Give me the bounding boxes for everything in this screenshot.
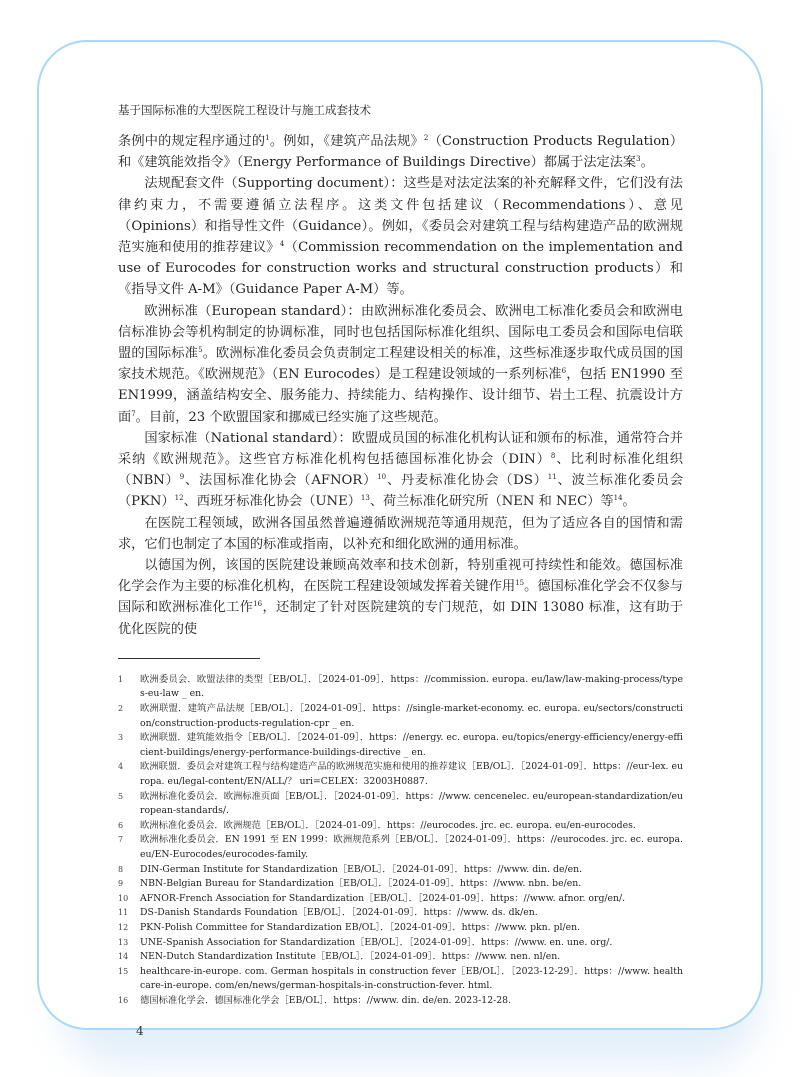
footnote-text: DIN-German Institute for Standardization［EB/OL］．［2024-01-09］．https：//www. din. de/en.: [140, 863, 583, 875]
running-header: 基于国际标准的大型医院工程设计与施工成套技术: [118, 103, 371, 117]
paragraph: [118, 173, 683, 300]
footnote-number: 12: [118, 922, 129, 932]
footnote-ref[interactable]: 15: [515, 579, 525, 588]
footnote-number: 5: [118, 791, 124, 801]
footnote-number: 15: [118, 966, 129, 976]
paragraph-text: 。例如，《建筑产品法规》: [269, 134, 424, 149]
footnote-item: [118, 892, 683, 907]
footnote-number: 16: [118, 995, 129, 1005]
footnotes: [118, 673, 683, 1009]
footnote-text: NBN-Belgian Bureau for Standardization［EB/OL］．［2024-01-09］．https：//www. nbn. be/en.: [140, 878, 582, 890]
footnote-item: [118, 877, 683, 892]
footnote-ref[interactable]: 14: [613, 494, 623, 503]
footnote-text: UNE-Spanish Association for Standardization［EB/OL］．［2024-01-09］．https：//www. en. une. org/.: [140, 936, 613, 948]
paragraph-text: 。: [622, 494, 636, 510]
paragraph-text: 、法国标准化协会（AFNOR）: [184, 473, 378, 489]
paragraph: [118, 555, 683, 640]
footnote-number: 14: [118, 952, 129, 962]
footnote-item: [118, 906, 683, 921]
footnote-item: [118, 673, 683, 702]
paragraph-text: 、比利时标准化组织（NBN）: [118, 452, 683, 489]
paragraph-text: 、丹麦标准化协会（DS）: [386, 473, 548, 489]
footnote-text: 欧洲标准化委员会．EN 1991 至 EN 1999：欧洲规范系列［EB/OL］．［2024-01-09］．https：//eurocodes. jrc. ec. europa. eu/EN-Eurocodes/eurocodes-family.: [140, 834, 683, 860]
footnote-ref[interactable]: 8: [550, 452, 556, 461]
paragraph-text: 。欧洲标准化委员会负责制定工程建设相关的标准，这些标准逐步取代成员国的国家技术规范。《欧洲规范》（EN Eurocodes）是工程建设领域的一系列标准: [118, 346, 683, 383]
footnote-text: 德国标准化学会．德国标准化学会［EB/OL］．https：//www. din. de/en. 2023-12-28.: [140, 994, 512, 1006]
footnote-number: 10: [118, 893, 129, 903]
footnote-item: [118, 702, 683, 731]
body-text: [118, 131, 683, 640]
paragraph-text: 。目前，23 个欧盟国家和挪威已经实施了这些规范。: [135, 409, 447, 425]
paragraph-text: 欧洲标准（European standard）：由欧洲标准化委员会、欧洲电工标准化委员会和欧洲电信标准协会等机构制定的协调标准，同时也包括国际标准化组织、国际电工委员会和国际电信联盟的国际标准: [118, 303, 683, 362]
paragraph-text: 。德国标准化学会不仅参与国际和欧洲标准化工作: [118, 579, 684, 616]
paragraph-text: 法规配套文件（Supporting document）：这些是对法定法案的补充解释文件，它们没有法律约束力，不需要遵循立法程序。这类文件包括建议（Recommendations）、意见（Opinions）和指导性文件（Guidance）。例如，《委员会对建筑工程与结构建造产品的欧洲规范实施和使用的推荐建议》: [118, 176, 683, 256]
footnote-text: 欧洲联盟．建筑产品法规［EB/OL］．［2024-01-09］．https：//single-market-economy. ec. europa. eu/sectors/construction/construction-products-regulation-cpr _ en.: [140, 703, 683, 729]
footnote-item: [118, 863, 683, 878]
paragraph-text: （Construction Products Regulation）和《建筑能效指令》（Energy Performance of Buildings Directive）都属于法定法案: [118, 134, 684, 171]
paragraph: [118, 513, 683, 555]
paragraph-text: 、西班牙标准化协会（UNE）: [183, 494, 361, 510]
footnote-item: [118, 833, 683, 862]
page-number: 4: [136, 1023, 144, 1038]
footnote-text: healthcare-in-europe. com. German hospitals in construction fever［EB/OL］．［2023-12-29］．https：//www. healthcare-in-europe. com/en/news/german-hospitals-in-construction-fever. html.: [140, 965, 683, 992]
footnote-item: [118, 921, 683, 936]
footnote-number: 2: [118, 704, 124, 714]
footnote-number: 4: [118, 762, 124, 772]
footnote-item: [118, 790, 683, 819]
footnote-item: [118, 936, 683, 951]
paragraph-text: 。: [640, 155, 654, 171]
footnote-ref[interactable]: 5: [198, 346, 203, 355]
footnote-ref[interactable]: 1: [265, 134, 270, 142]
footnote-ref[interactable]: 4: [279, 240, 285, 249]
footnote-item: [118, 950, 683, 965]
paragraph-text: 、荷兰标准化研究所（NEN 和 NEC）等: [369, 494, 614, 510]
paragraph-text: 条例中的规定程序通过的: [118, 134, 266, 149]
footnote-text: 欧洲委员会．欧盟法律的类型［EB/OL］．［2024-01-09］．https：//commission. europa. eu/law/law-making-process/types-eu-law _ en.: [140, 673, 683, 700]
footnote-ref[interactable]: 12: [174, 494, 184, 503]
footnote-text: DS-Danish Standards Foundation［EB/OL］．［2024-01-09］．https：//www. ds. dk/en.: [140, 907, 538, 919]
footnote-number: 9: [118, 879, 124, 889]
footnote-ref[interactable]: 2: [423, 134, 429, 142]
footnote-item: [118, 819, 683, 834]
paragraph-text: （Commission recommendation on the implementation and use of Eurocodes for construction works and structural construction products）和《指导文件 A-M》（Guidance Paper A-M）等。: [118, 240, 683, 298]
footnote-text: 欧洲标准化委员会．欧洲标准页面［EB/OL］．［2024-01-09］．https：//www. cencenelec. eu/european-standardization/european-standards/.: [140, 790, 683, 817]
footnote-text: NEN-Dutch Standardization Institute［EB/OL］．［2024-01-09］．https：//www. nen. nl/en.: [140, 951, 561, 963]
paragraph-text: 国家标准（National standard）：欧盟成员国的标准化机构认证和颁布的标准，通常符合并采纳《欧洲规范》。这些官方标准化机构包括德国标准化协会（DIN）: [118, 430, 683, 468]
paragraph-text: 在医院工程领域，欧洲各国虽然普遍遵循欧洲规范等通用规范，但为了适应各自的国情和需求，它们也制定了本国的标准或指南，以补充和细化欧洲的通用标准。: [118, 515, 683, 552]
footnote-number: 7: [118, 835, 124, 845]
footnote-ref[interactable]: 13: [360, 494, 370, 503]
footnote-number: 11: [118, 908, 129, 918]
footnote-ref[interactable]: 7: [131, 409, 136, 418]
footnote-divider: [118, 658, 260, 659]
footnote-number: 8: [118, 864, 124, 874]
footnote-ref[interactable]: 9: [179, 473, 185, 482]
footnote-number: 6: [118, 820, 124, 830]
footnote-number: 13: [118, 937, 129, 947]
footnote-ref[interactable]: 6: [561, 367, 567, 376]
footnote-item: [118, 965, 683, 994]
paragraph-text: 以德国为例，该国的医院建设兼顾高效率和技术创新，特别重视可持续性和能效。德国标准化学会作为主要的标准化机构，在医院工程建设领域发挥着关键作用: [118, 558, 683, 595]
footnote-text: 欧洲联盟．委员会对建筑工程与结构建造产品的欧洲规范实施和使用的推荐建议［EB/OL］．［2024-01-09］．https：//eur-lex. europa. eu/legal-content/EN/ALL/？ uri=CELEX：32003H0887.: [140, 761, 683, 788]
footnote-text: AFNOR-French Association for Standardization［EB/OL］．［2024-01-09］．https：//www. afnor. org/en/.: [140, 892, 626, 904]
footnote-item: [118, 760, 683, 789]
footnote-ref[interactable]: 16: [253, 600, 263, 609]
paragraph-text: ，还制定了针对医院建筑的专门规范，如 DIN 13080 标准，这有助于优化医院的使: [118, 600, 684, 637]
paragraph: [118, 428, 683, 513]
footnote-number: 3: [118, 733, 124, 743]
paragraph: [118, 131, 683, 173]
page-content: [118, 0, 683, 1059]
footnote-text: PKN-Polish Committee for Standardization EB/OL］．［2024-01-09］．https：//www. pkn. pl/en.: [140, 921, 581, 933]
footnote-text: 欧洲标准化委员会．欧洲规范［EB/OL］．［2024-01-09］．https：//eurocodes. jrc. ec. europa. eu/en-eurocodes.: [140, 819, 636, 831]
footnote-ref[interactable]: 11: [547, 473, 557, 482]
footnote-item: [118, 731, 683, 760]
footnote-item: [118, 994, 683, 1009]
footnote-number: 1: [118, 674, 124, 684]
paragraph-text: ，包括 EN1990 至 EN1999，涵盖结构安全、服务能力、持续能力、结构操作、设计细节、岩土工程、抗震设计方面: [118, 367, 683, 425]
footnote-ref[interactable]: 10: [377, 473, 387, 482]
paragraph: [118, 301, 683, 428]
footnote-text: 欧洲联盟．建筑能效指令［EB/OL］．［2024-01-09］．https：//energy. ec. europa. eu/topics/energy-efficiency/energy-efficient-buildings/energy-performance-buildings-directive _ en.: [140, 732, 683, 758]
paragraph-text: 、波兰标准化委员会（PKN）: [118, 473, 684, 510]
footnote-ref[interactable]: 3: [636, 155, 641, 164]
